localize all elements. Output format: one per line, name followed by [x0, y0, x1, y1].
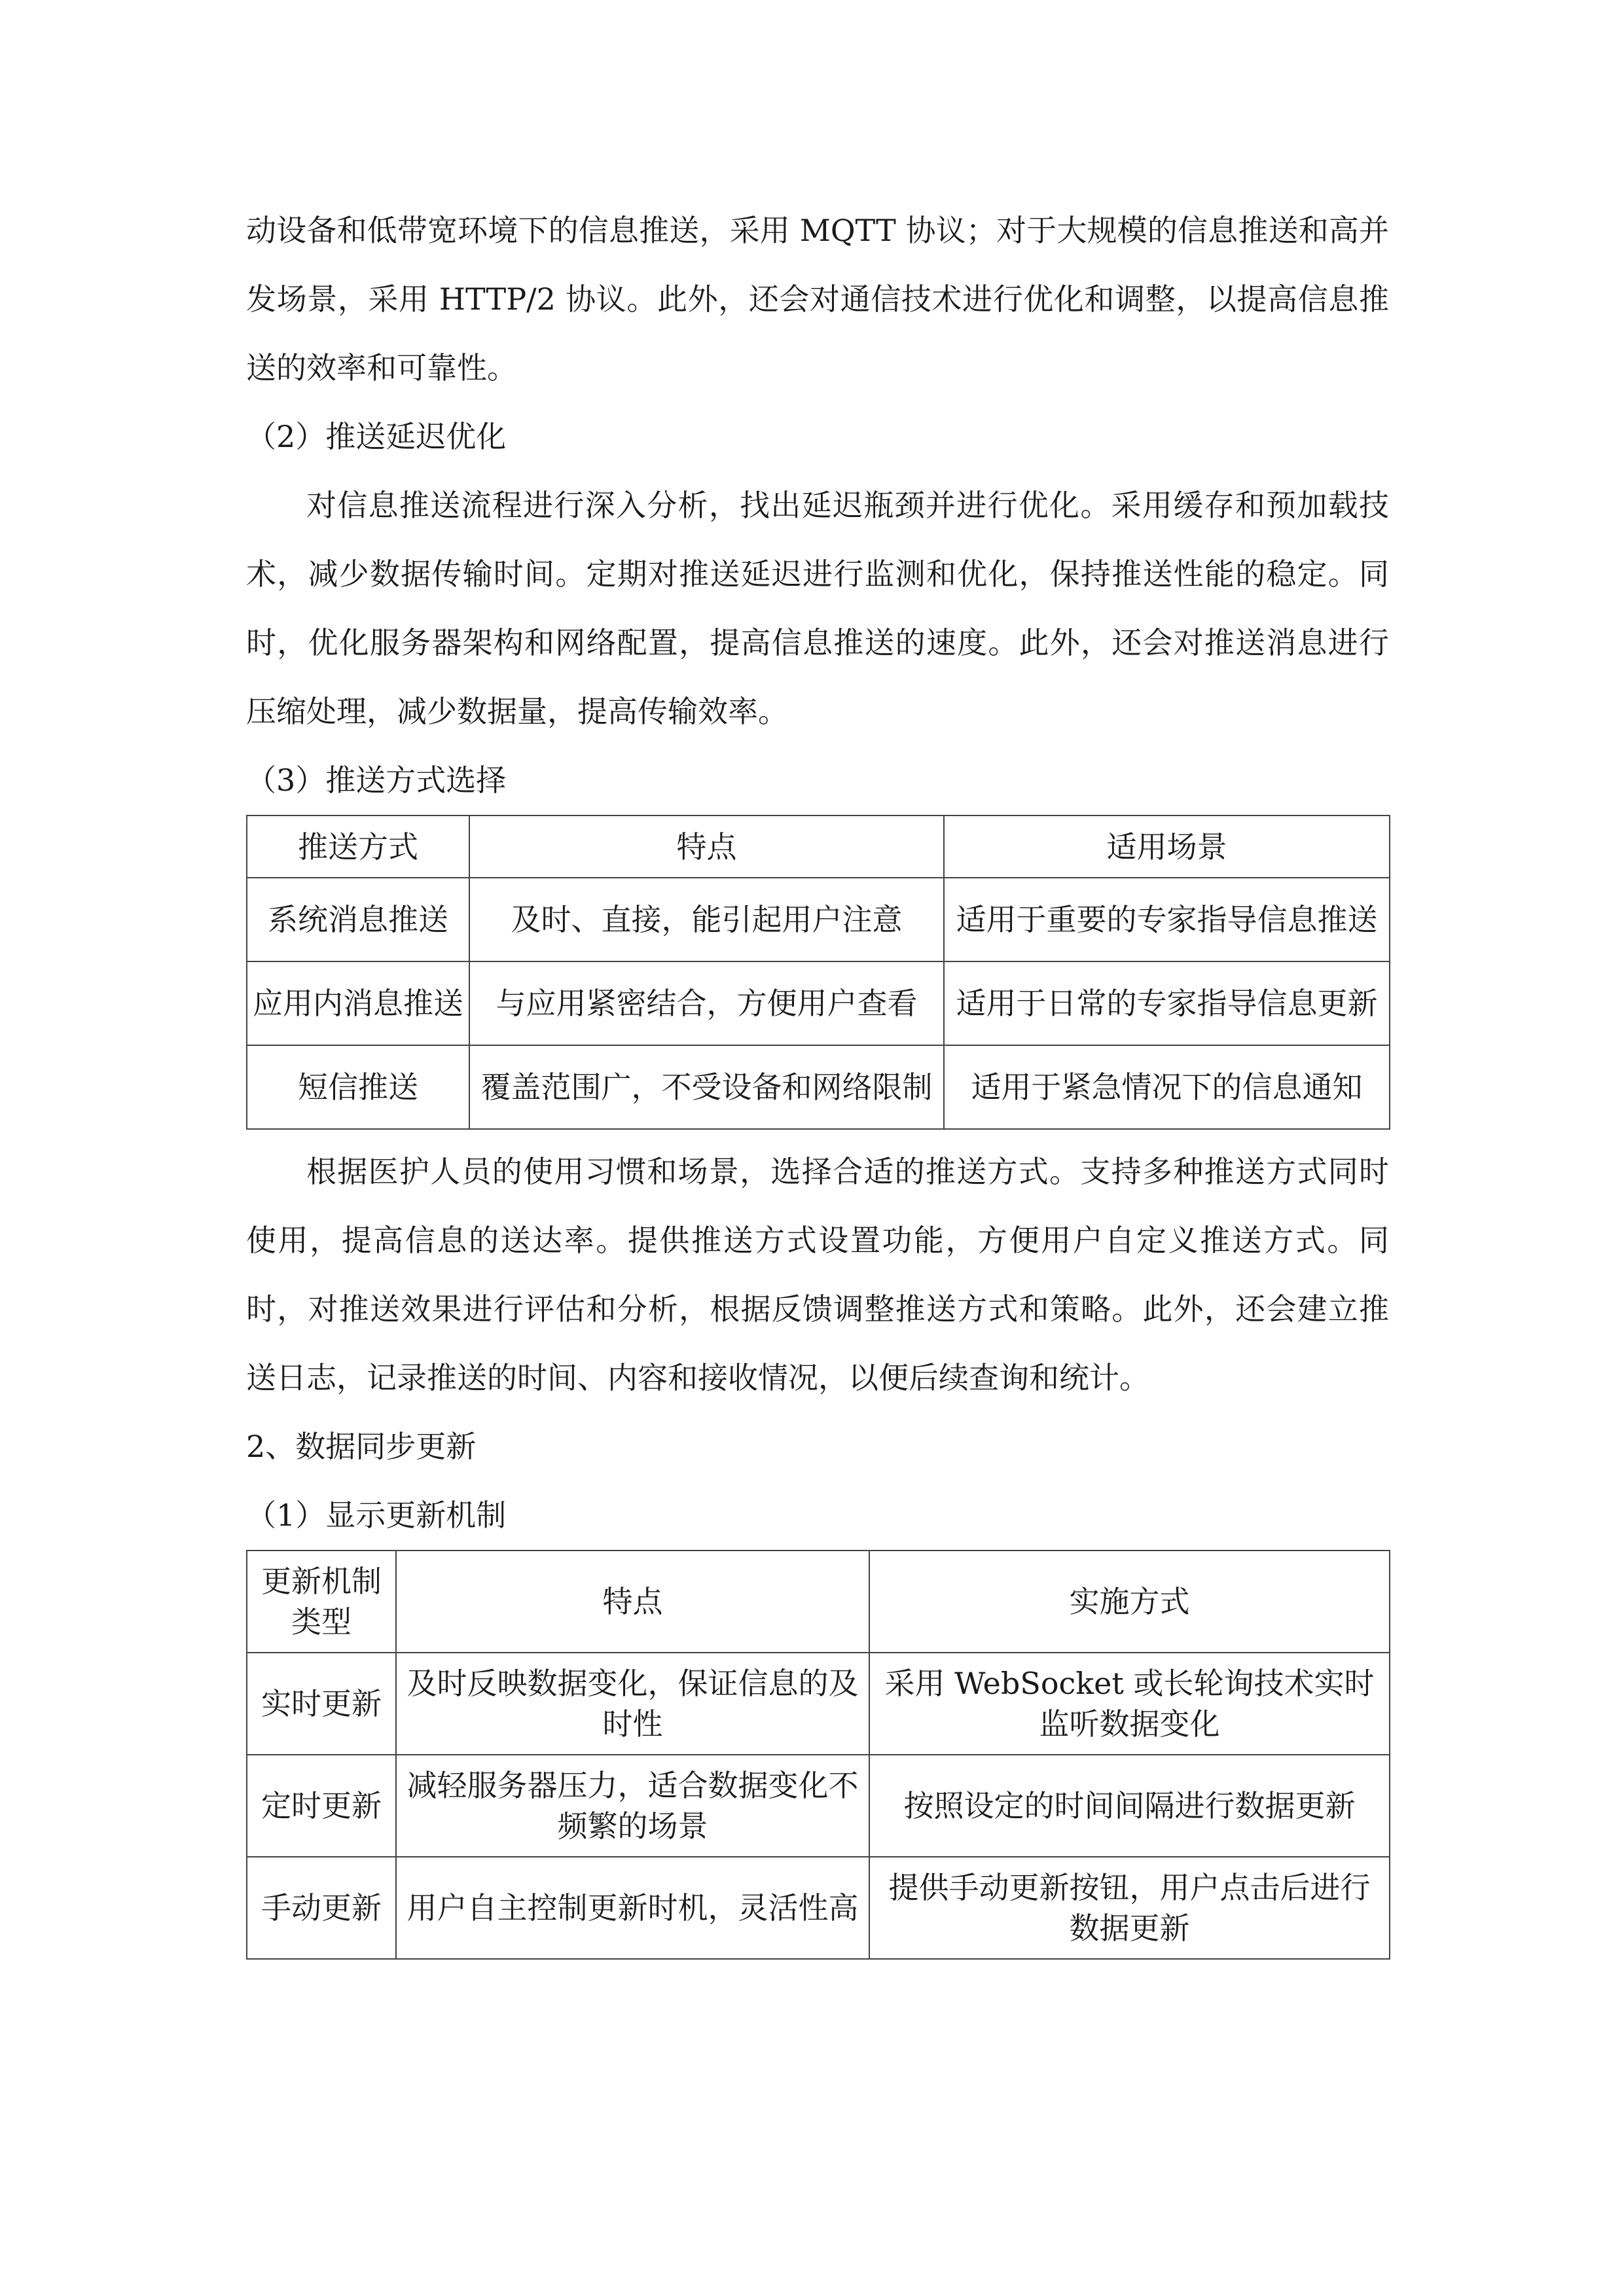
data-sync-heading: 2、数据同步更新 — [246, 1429, 477, 1464]
table-header-row — [247, 816, 1390, 878]
table-cell: 与应用紧密结合，方便用户查看 — [469, 961, 944, 1045]
table-cell: 适用于重要的专家指导信息推送 — [944, 878, 1390, 961]
push-method-table — [246, 815, 1390, 1130]
table-cell: 提供手动更新按钮，用户点击后进行数据更新 — [869, 1857, 1390, 1959]
table-cell: 适用于紧急情况下的信息通知 — [944, 1045, 1390, 1129]
push-delay-paragraph: 对信息推送流程进行深入分析，找出延迟瓶颈并进行优化。采用缓存和预加载技术，减少数据传输时间。定期对推送延迟进行监测和优化，保持推送性能的稳定。同时，优化服务器架构和网络配置，提高信息推送的速度。此外，还会对推送消息进行压缩处理，减少数据量，提高传输效率。 — [246, 488, 1389, 729]
table-cell: 按照设定的时间间隔进行数据更新 — [869, 1755, 1390, 1857]
table-cell: 用户自主控制更新时机，灵活性高 — [396, 1857, 869, 1959]
table-cell: 应用内消息推送 — [247, 961, 469, 1045]
table-header-cell: 适用场景 — [944, 816, 1390, 878]
update-mechanism-table — [246, 1550, 1390, 1960]
table-cell: 覆盖范围广，不受设备和网络限制 — [469, 1045, 944, 1129]
table-cell: 系统消息推送 — [247, 878, 469, 961]
intro-paragraph: 动设备和低带宽环境下的信息推送，采用 MQTT 协议；对于大规模的信息推送和高并发场景，采用 HTTP/2 协议。此外，还会对通信技术进行优化和调整，以提高信息推送的效率和可靠性。 — [246, 213, 1389, 386]
push-method-heading: （3）推送方式选择 — [246, 762, 507, 798]
table-cell: 减轻服务器压力，适合数据变化不频繁的场景 — [396, 1755, 869, 1857]
display-update-heading: （1）显示更新机制 — [246, 1498, 507, 1533]
table-header-cell: 实施方式 — [869, 1551, 1390, 1653]
table-row — [247, 961, 1390, 1045]
table-header-cell: 特点 — [469, 816, 944, 878]
table-header-cell: 特点 — [396, 1551, 869, 1653]
table-header-row — [247, 1551, 1390, 1653]
table-cell: 定时更新 — [247, 1755, 396, 1857]
table-cell: 实时更新 — [247, 1653, 396, 1755]
table-cell: 及时反映数据变化，保证信息的及时性 — [396, 1653, 869, 1755]
table-cell: 适用于日常的专家指导信息更新 — [944, 961, 1390, 1045]
table-cell: 采用 WebSocket 或长轮询技术实时监听数据变化 — [869, 1653, 1390, 1755]
table-row — [247, 878, 1390, 961]
table-cell: 及时、直接，能引起用户注意 — [469, 878, 944, 961]
table-row — [247, 1045, 1390, 1129]
table-header-cell: 更新机制类型 — [247, 1551, 396, 1653]
push-method-paragraph: 根据医护人员的使用习惯和场景，选择合适的推送方式。支持多种推送方式同时使用，提高信息的送达率。提供推送方式设置功能，方便用户自定义推送方式。同时，对推送效果进行评估和分析，根据反馈调整推送方式和策略。此外，还会建立推送日志，记录推送的时间、内容和接收情况，以便后续查询和统计。 — [246, 1154, 1389, 1395]
table-row — [247, 1857, 1390, 1959]
document-page — [246, 196, 1389, 1967]
table-cell: 短信推送 — [247, 1045, 469, 1129]
table-header-cell: 推送方式 — [247, 816, 469, 878]
table-cell: 手动更新 — [247, 1857, 396, 1959]
table-row — [247, 1653, 1390, 1755]
push-delay-heading: （2）推送延迟优化 — [246, 419, 507, 454]
table-row — [247, 1755, 1390, 1857]
